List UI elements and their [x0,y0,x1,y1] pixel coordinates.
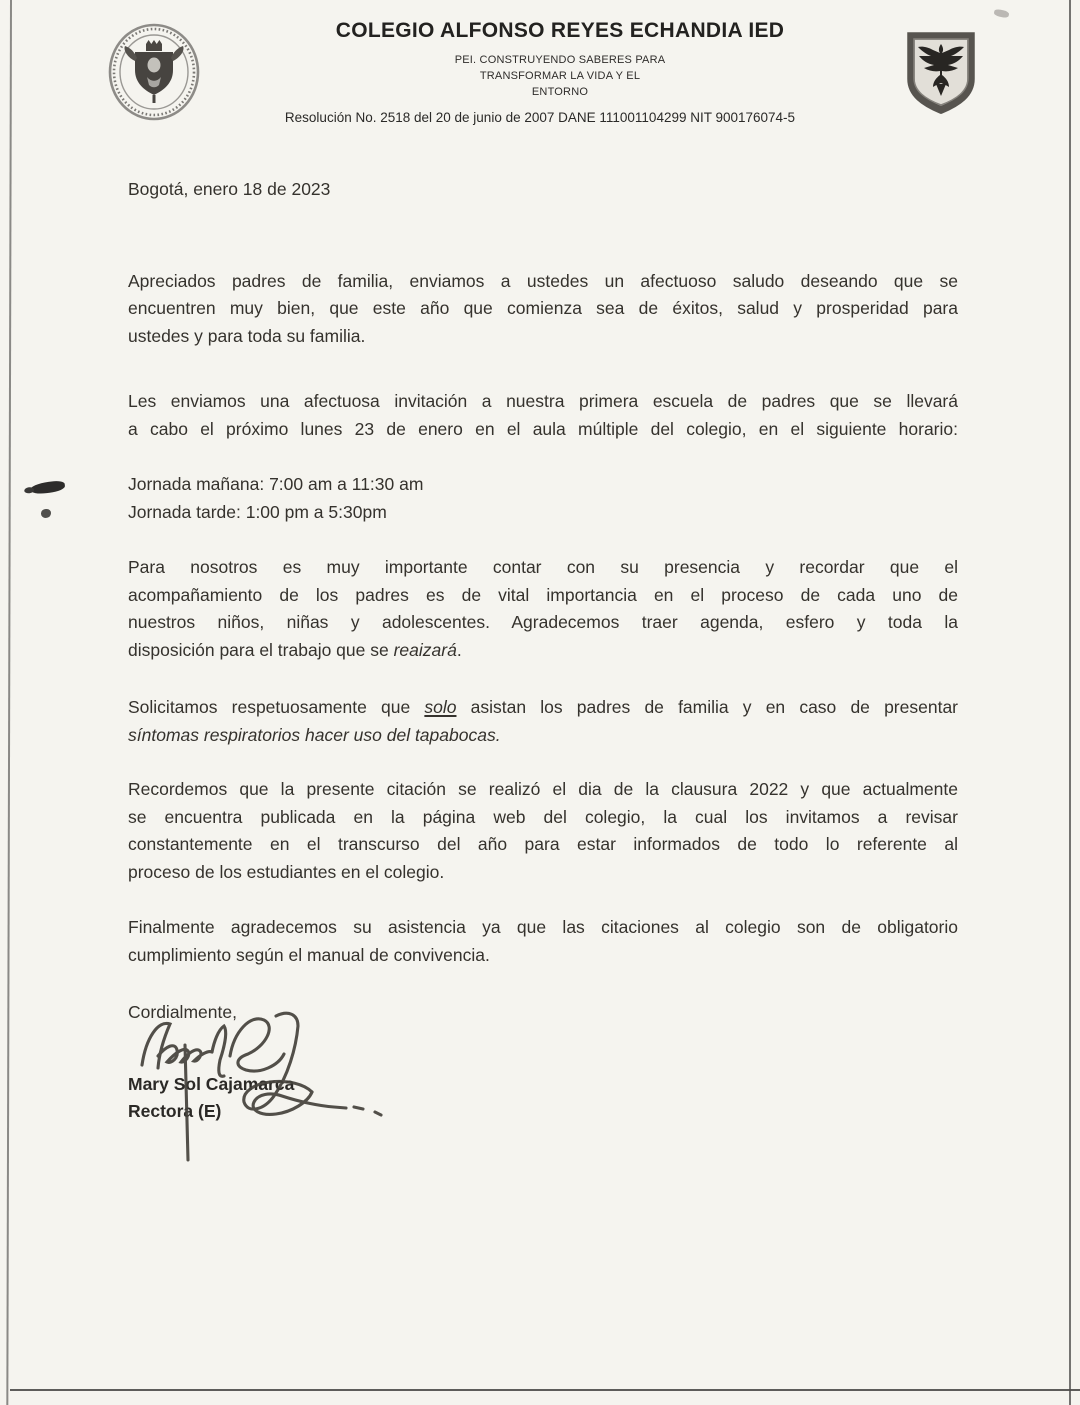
text-line: acompañamiento de los padres es de vital importancia en el proceso de cada uno de [128,584,958,605]
pei-motto-line-1: PEI. CONSTRUYENDO SABERES PARA [454,54,666,66]
bogota-coat-of-arms-icon [906,31,976,115]
schedule-afternoon: Jornada tarde: 1:00 pm a 5:30pm [128,501,387,522]
pei-motto [170,52,950,100]
final-paragraph [128,914,958,969]
emphasized-word: solo [424,697,457,717]
schedule-morning: Jornada mañana: 7:00 am a 11:30 am [128,474,424,494]
text-line: a cabo el próximo lunes 23 de enero en el aula múltiple del colegio, en el siguiente horario: [128,418,958,439]
text-segment: asistan los padres de familia y en caso de presentar [456,697,958,717]
text-line: se encuentra publicada en la página web del colegio, la cual los invitamos a revisar [128,806,958,827]
text-segment: . [456,639,462,660]
text-line: constantemente en el transcurso del año para estar informados de todo lo referente al [128,834,958,854]
text-line: cumplimiento según el manual de convivencia. [128,944,490,965]
text-line: Recordemos que la presente citación se realizó el dia de la clausura 2022 y que actualmente [128,779,958,799]
invitation-paragraph [128,388,958,443]
text-line: síntomas respiratorios hacer uso del tapabocas. [128,724,501,745]
ink-smudge-artifact [29,480,65,495]
farewell-line: Cordialmente, [128,1002,237,1022]
text-line [128,694,958,722]
schedule-block [128,471,958,526]
text-line: Les enviamos una afectuosa invitación a nuestra primera escuela de padres que se llevará [128,391,958,411]
text-line [128,637,958,665]
text-line: Finalmente agradecemos su asistencia ya que las citaciones al colegio son de obligatorio [128,917,958,937]
pei-motto-line-3: ENTORNO [531,86,589,98]
scan-mark-artifact [993,9,1009,19]
importance-paragraph [128,554,958,664]
page-border-left [6,0,12,1405]
text-line: Para nosotros es muy importante contar con su presencia y recordar que el [128,557,958,577]
resolution-line: Resolución No. 2518 del 20 de junio de 2007 DANE 111001104299 NIT 900176074-5 [284,110,796,125]
pei-motto-line-2: TRANSFORMAR LA VIDA Y EL [479,70,641,82]
request-paragraph [128,694,958,749]
text-line: encuentren muy bien, que este año que comienza sea de éxitos, salud y prosperidad para [128,298,958,318]
reminder-paragraph [128,776,958,886]
page-border-bottom [10,1389,1080,1391]
signer-name: Mary Sol Cajamarca [128,1073,295,1094]
school-name: COLEGIO ALFONSO REYES ECHANDIA IED [335,19,785,42]
page-border-right [1069,0,1071,1405]
text-line: ustedes y para toda su familia. [128,325,366,346]
text-segment: Solicitamos respetuosamente que [128,697,425,717]
text-line: Apreciados padres de familia, enviamos a ustedes un afectuoso saludo deseando que se [128,270,958,291]
text-line: proceso de los estudiantes en el colegio. [128,861,445,882]
letter-body [128,172,958,1125]
ink-dot-artifact [41,509,51,518]
signer-title: Rectora (E) [128,1100,222,1121]
text-segment: disposición para el trabajo que se [128,639,394,660]
italic-word: reaizará [393,639,457,660]
date-line: Bogotá, enero 18 de 2023 [128,179,331,199]
text-line: nuestros niños, niñas y adolescentes. Agradecemos traer agenda, esfero y toda la [128,612,958,632]
greeting-paragraph [128,268,958,351]
